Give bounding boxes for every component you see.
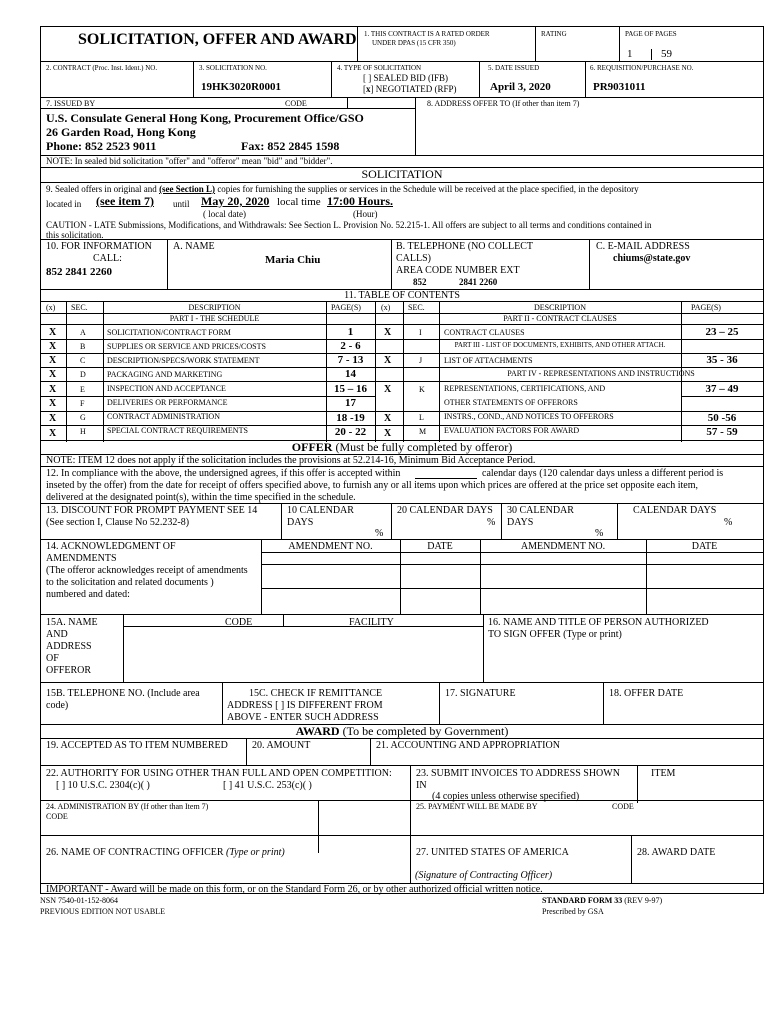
payment-code-label: CODE <box>612 802 634 811</box>
submit-invoices-label-b: IN <box>416 780 427 791</box>
toc-row-pages: 37 – 49 <box>705 383 739 395</box>
accepted-items-label: 19. ACCEPTED AS TO ITEM NUMBERED <box>46 740 228 751</box>
toc-row-x: X <box>49 428 57 439</box>
amount-label: 20. AMOUNT <box>252 740 311 751</box>
caution-text-cont: this solicitation. <box>46 230 104 240</box>
award-date-label: 28. AWARD DATE <box>637 847 716 858</box>
due-date: May 20, 2020 <box>201 194 270 208</box>
toc-row-desc: DELIVERIES OR PERFORMANCE <box>107 398 228 407</box>
toc-row-desc: SUPPLIES OR SERVICE AND PRICES/COSTS <box>107 342 266 351</box>
amendments-label-e: numbered and dated: <box>46 589 130 600</box>
offeror-name-label-b: AND <box>46 629 68 640</box>
toc-part1-label: PART I - THE SCHEDULE <box>169 314 260 323</box>
solicitation-heading: SOLICITATION <box>361 167 443 181</box>
united-states-label: 27. UNITED STATES OF AMERICA <box>416 847 569 858</box>
prescribed-by: Prescribed by GSA <box>542 907 604 916</box>
see-item-7: (see item 7) <box>96 194 154 208</box>
toc-part4-label: PART IV - REPRESENTATIONS AND INSTRUCTIONS <box>507 369 695 378</box>
important-notice: IMPORTANT - Award will be made on this form, or on the Standard Form 26, or by other authorized official written notice. <box>46 884 543 895</box>
submit-invoices-copies: (4 copies unless otherwise specified) <box>432 791 580 802</box>
facility-label: FACILITY <box>349 617 394 628</box>
item12-text-b: calendar days (120 calendar days unless a different period is <box>482 468 724 479</box>
toc-row-x: X <box>49 327 57 338</box>
remittance-label-b: ADDRESS [ ] IS DIFFERENT FROM <box>227 700 383 711</box>
toc-row-desc: DESCRIPTION/SPECS/WORK STATEMENT <box>107 356 260 365</box>
toc-row-desc: PACKAGING AND MARKETING <box>107 370 223 379</box>
toc-row-sec: M <box>419 427 427 436</box>
signature-label: 17. SIGNATURE <box>445 688 516 699</box>
toc-part3-label: PART III - LIST OF DOCUMENTS, EXHIBITS, AND OTHER ATTACH. <box>454 341 666 349</box>
remittance-label-c: ABOVE - ENTER SUCH ADDRESS <box>227 712 379 723</box>
amendment-no-col-2: AMENDMENT NO. <box>520 541 606 552</box>
hour-caption: (Hour) <box>353 209 378 219</box>
toc-row-x: X <box>49 355 57 366</box>
issuer-phone: Phone: 852 2523 9011 <box>46 139 157 153</box>
toc-row-desc: INSTRS., COND., AND NOTICES TO OFFERORS <box>444 412 614 421</box>
toc-row-x: X <box>384 384 392 395</box>
issuer-address: 26 Garden Road, Hong Kong <box>46 125 196 139</box>
telephone-label-b: CALLS) <box>396 253 431 264</box>
info-call-phone: 852 2841 2260 <box>46 266 112 278</box>
toc-col-sec-right: SEC. <box>408 303 425 312</box>
discount-clause: (See section I, Clause No 52.232-8) <box>46 517 190 528</box>
item9-text: 9. Sealed offers in original and (see Section L) copies for furnishing the supplies or services in the Schedule will be received at the place specified, in the depository <box>46 184 639 194</box>
toc-row-desc: SPECIAL CONTRACT REQUIREMENTS <box>107 426 248 435</box>
toc-row-sec: G <box>80 413 86 422</box>
toc-row-sec: J <box>419 356 423 365</box>
toc-row-pages: 2 - 6 <box>340 340 361 352</box>
contract-no-label: 2. CONTRACT (Proc. Inst. Ident.) NO. <box>46 64 158 72</box>
sealed-bid-option: [ ] SEALED BID (IFB) <box>363 73 448 83</box>
solicitation-type-label: 4. TYPE OF SOLICITATION <box>337 64 422 72</box>
info-call-label-b: CALL: <box>93 253 122 264</box>
issuer-name: U.S. Consulate General Hong Kong, Procurement Office/GSO <box>46 111 364 125</box>
toc-row-sec: D <box>80 370 86 379</box>
toc-row-x: X <box>384 355 392 366</box>
toc-row-sec: H <box>80 427 86 436</box>
rated-order-label: 1. THIS CONTRACT IS A RATED ORDER <box>364 30 490 38</box>
amendment-date-col: DATE <box>427 541 453 552</box>
authority-41usc: [ ] 41 U.S.C. 253(c)( ) <box>223 780 312 791</box>
toc-col-description-right: DESCRIPTION <box>533 303 586 312</box>
authorized-signer-label: 16. NAME AND TITLE OF PERSON AUTHORIZED <box>488 617 709 628</box>
toc-row-sec: L <box>419 413 424 422</box>
payment-by-label: 25. PAYMENT WILL BE MADE BY <box>416 802 538 811</box>
item12-text-d: delivered at the designated point(s), within the time specified in the schedule. <box>46 492 356 503</box>
telephone-number: 2841 2260 <box>459 277 498 287</box>
toc-row-pages: 18 -19 <box>336 412 365 424</box>
toc-row-x: X <box>384 428 392 439</box>
amendment-no-col: AMENDMENT NO. <box>288 541 373 552</box>
until-label: until <box>173 199 190 209</box>
issued-by-code-label: CODE <box>285 99 307 108</box>
rating-label: RATING <box>541 30 567 38</box>
contracting-officer-label: 26. NAME OF CONTRACTING OFFICER (Type or print) <box>46 847 285 858</box>
toc-row-pages: 15 – 16 <box>334 383 367 395</box>
toc-row-sec: F <box>80 399 85 408</box>
toc-row-pages: 7 - 13 <box>337 354 364 366</box>
telephone-columns: AREA CODE NUMBER EXT <box>396 265 520 276</box>
toc-row-desc: CONTRACT CLAUSES <box>444 328 525 337</box>
remittance-label: 15C. CHECK IF REMITTANCE <box>249 688 383 699</box>
date-issued-label: 5. DATE ISSUED <box>488 64 540 72</box>
note-item12: NOTE: ITEM 12 does not apply if the solicitation includes the provisions at 52.214-16, Minimum Bid Acceptance Period. <box>46 455 536 466</box>
toc-row-pages: 20 - 22 <box>334 426 367 438</box>
discount-10-days-b: DAYS <box>287 517 314 528</box>
item12-text-c: inseted by the offer) from the date for receipt of offers specified above, to furnish any or all items upon which prices are offered at the price set opposite each item, <box>46 480 698 491</box>
authorized-signer-label-b: TO SIGN OFFER (Type or print) <box>488 629 622 640</box>
discount-10-days: 10 CALENDAR <box>287 505 354 516</box>
discount-other-days: CALENDAR DAYS <box>633 505 717 516</box>
nsn-number: NSN 7540-01-152-8064 <box>40 896 118 905</box>
toc-col-pages-right: PAGE(S) <box>691 303 721 312</box>
toc-row-x: X <box>49 384 57 395</box>
toc-row-desc-cont: OTHER STATEMENTS OF OFFERORS <box>444 398 578 407</box>
offeror-code-label: CODE <box>225 617 253 628</box>
offer-date-label: 18. OFFER DATE <box>609 688 684 699</box>
award-heading: AWARD (To be completed by Government) <box>295 724 509 738</box>
issuer-fax: Fax: 852 2845 1598 <box>241 139 340 153</box>
info-call-label: 10. FOR INFORMATION <box>46 241 152 252</box>
requisition-label: 6. REQUISITION/PURCHASE NO. <box>590 64 694 72</box>
toc-row-sec: K <box>419 385 425 394</box>
discount-other-pct: % <box>724 517 733 528</box>
invoice-item-label: ITEM <box>651 768 676 779</box>
local-time-label: local time <box>277 196 321 208</box>
caution-text: CAUTION - LATE Submissions, Modifications, and Withdrawals: See Section L. Provision No. 52.215-1. All offers are subject to all terms and conditions contained in <box>46 220 652 230</box>
standard-form-label: STANDARD FORM 33 (REV 9-97) <box>542 896 663 905</box>
authority-10usc: [ ] 10 U.S.C. 2304(c)( ) <box>56 780 150 791</box>
administration-code-label: CODE <box>46 812 68 821</box>
telephone-label: B. TELEPHONE (NO COLLECT <box>396 241 534 252</box>
toc-heading: 11. TABLE OF CONTENTS <box>344 290 460 301</box>
item12-text: 12. In compliance with the above, the undersigned agrees, if this offer is accepted within <box>46 468 401 479</box>
total-pages: 59 <box>661 48 672 60</box>
toc-row-desc: CONTRACT ADMINISTRATION <box>107 412 220 421</box>
offeror-name-label-e: OFFEROR <box>46 665 92 676</box>
sf33-form <box>40 26 764 894</box>
toc-row-x: X <box>384 327 392 338</box>
amendments-label: 14. ACKNOWLEDGMENT OF <box>46 541 176 552</box>
authority-label: 22. AUTHORITY FOR USING OTHER THAN FULL AND OPEN COMPETITION: <box>46 768 392 779</box>
discount-label: 13. DISCOUNT FOR PROMPT PAYMENT SEE 14 <box>46 505 258 516</box>
toc-row-sec: A <box>80 328 86 337</box>
toc-row-pages: 14 <box>345 368 356 380</box>
solicitation-no-label: 3. SOLICITATION NO. <box>199 64 267 72</box>
email-label: C. E-MAIL ADDRESS <box>596 241 690 252</box>
page-of-pages-label: PAGE OF PAGES <box>625 30 677 38</box>
submit-invoices-label: 23. SUBMIT INVOICES TO ADDRESS SHOWN <box>416 768 620 779</box>
amendment-date-col-2: DATE <box>691 541 718 552</box>
toc-row-pages: 17 <box>345 397 356 409</box>
toc-row-desc: EVALUATION FACTORS FOR AWARD <box>444 426 580 435</box>
discount-30-days: 30 CALENDAR <box>507 505 574 516</box>
info-name-label: A. NAME <box>173 241 215 252</box>
toc-row-pages: 23 – 25 <box>705 326 739 338</box>
discount-30-days-b: DAYS <box>507 517 534 528</box>
address-offer-label: 8. ADDRESS OFFER TO (If other than item 7) <box>427 99 580 108</box>
dpas-label: UNDER DPAS (15 CFR 350) <box>372 39 456 47</box>
toc-row-sec: C <box>80 356 86 365</box>
solicitation-no: 19HK3020R0001 <box>201 81 282 93</box>
toc-row-x: X <box>49 369 57 380</box>
toc-row-sec: I <box>419 328 422 337</box>
toc-part2-label: PART II - CONTRACT CLAUSES <box>503 314 617 323</box>
amendments-label-d: to the solicitation and related documents ) <box>46 577 214 588</box>
contact-name: Maria Chiu <box>265 254 321 266</box>
located-in-label: located in <box>46 199 82 209</box>
discount-10-pct: % <box>375 528 384 539</box>
email-address: chiums@state.gov <box>613 253 691 264</box>
negotiated-option: [x] NEGOTIATED (RFP) <box>363 84 457 94</box>
offeror-name-label-d: OF <box>46 653 59 664</box>
toc-col-description: DESCRIPTION <box>188 303 241 312</box>
note-sealed-bid: NOTE: In sealed bid solicitation "offer" and "offeror" mean "bid" and "bidder". <box>46 156 333 166</box>
amendments-label-c: (The offeror acknowledges receipt of amendments <box>46 565 248 576</box>
local-date-caption: ( local date) <box>203 209 246 219</box>
offer-heading: OFFER (Must be fully completed by offeror) <box>291 440 513 454</box>
toc-row-desc: SOLICITATION/CONTRACT FORM <box>107 328 231 337</box>
co-signature-caption: (Signature of Contracting Officer) <box>415 870 553 881</box>
toc-col-x: (x) <box>46 303 56 312</box>
amendments-label-b: AMENDMENTS <box>46 553 117 564</box>
date-issued: April 3, 2020 <box>490 81 551 93</box>
toc-row-x: X <box>49 341 57 352</box>
toc-row-pages: 50 -56 <box>707 412 737 424</box>
previous-edition: PREVIOUS EDITION NOT USABLE <box>40 907 165 916</box>
toc-row-x: X <box>49 413 57 424</box>
accounting-label: 21. ACCOUNTING AND APPROPRIATION <box>376 740 560 751</box>
toc-row-pages: 35 - 36 <box>706 354 738 366</box>
toc-row-sec: B <box>80 342 86 351</box>
offeror-telephone-label: 15B. TELEPHONE NO. (Include area <box>46 688 200 699</box>
offeror-name-label-c: ADDRESS <box>46 641 92 652</box>
discount-20-pct: % <box>487 517 496 528</box>
toc-col-pages: PAGE(S) <box>331 303 361 312</box>
toc-row-desc: INSPECTION AND ACCEPTANCE <box>107 384 226 393</box>
discount-20-days: 20 CALENDAR DAYS <box>397 505 493 516</box>
toc-row-desc: REPRESENTATIONS, CERTIFICATIONS, AND <box>444 384 606 393</box>
discount-30-pct: % <box>595 528 604 539</box>
negotiated-mark: x <box>366 84 371 94</box>
toc-row-x: X <box>49 398 57 409</box>
offeror-telephone-label-b: code) <box>46 700 69 711</box>
offeror-name-label: 15A. NAME <box>46 617 98 628</box>
toc-col-sec: SEC. <box>71 303 88 312</box>
issued-by-label: 7. ISSUED BY <box>46 99 96 108</box>
area-code: 852 <box>413 277 427 287</box>
toc-row-pages: 1 <box>347 326 354 338</box>
page-number: 1 <box>627 48 633 60</box>
toc-row-pages: 57 - 59 <box>706 426 738 438</box>
toc-row-x: X <box>384 413 392 424</box>
toc-row-sec: E <box>80 385 85 394</box>
administration-label: 24. ADMINISTRATION BY (If other than Item 7) <box>46 802 209 811</box>
toc-col-x-right: (x) <box>381 303 391 312</box>
form-title: SOLICITATION, OFFER AND AWARD <box>78 31 357 48</box>
requisition-no: PR9031011 <box>593 81 646 93</box>
due-time: 17:00 Hours. <box>327 194 393 208</box>
toc-row-desc: LIST OF ATTACHMENTS <box>444 356 533 365</box>
